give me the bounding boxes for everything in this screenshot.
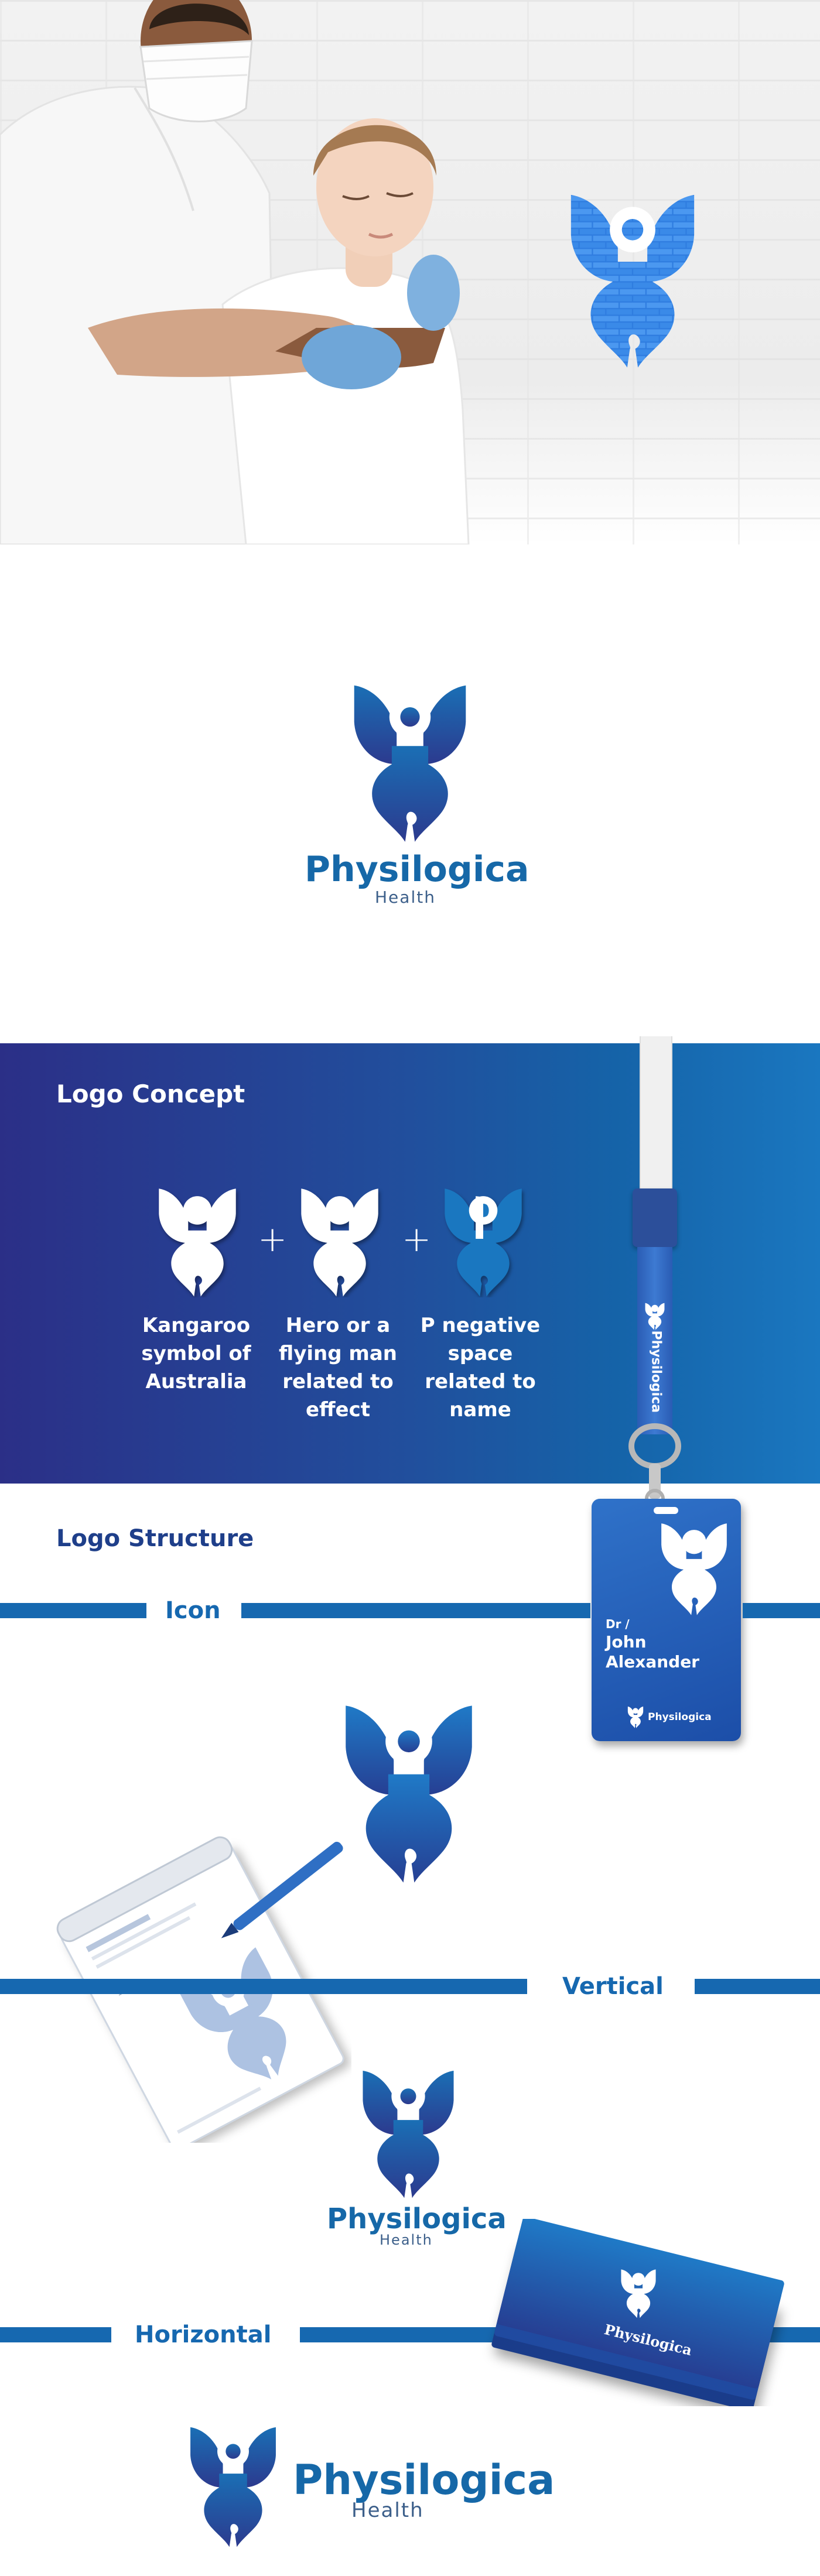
badge-footer-brand: Physilogica (648, 1711, 712, 1723)
logo-on-wall (562, 181, 703, 369)
main-logo-mark (348, 673, 472, 843)
divider-bar (241, 1603, 590, 1618)
badge-footer-logo-icon (627, 1705, 644, 1728)
concept-p-negative-space-icon (439, 1180, 527, 1297)
lanyard-logo-icon (644, 1301, 665, 1330)
badge-name-line1: John (606, 1632, 647, 1652)
badge-name-line2: Alexander (606, 1652, 699, 1671)
plus-icon: + (402, 1219, 432, 1260)
vertical-logo-subtitle: Health (380, 2232, 433, 2248)
id-badge (592, 1499, 741, 1741)
divider-bar (0, 1603, 146, 1618)
logo-concept-section (0, 1043, 820, 1484)
horizontal-section-label: Horizontal (121, 2321, 285, 2348)
structure-title: Logo Structure (56, 1525, 254, 1552)
physiotherapy-photo (0, 0, 527, 544)
vertical-logo-mark (358, 2061, 458, 2199)
plus-icon: + (258, 1219, 288, 1260)
notepad-mockup (47, 1803, 351, 2143)
business-card-brand: Physilogica (602, 2320, 694, 2359)
lanyard-strap-white (640, 1036, 672, 1200)
badge-slot (654, 1507, 678, 1514)
divider-bar (743, 1603, 820, 1618)
main-logo-subtitle: Health (375, 888, 436, 907)
main-logo-wordmark: Physilogica (305, 849, 529, 890)
lanyard-clip (620, 1423, 690, 1510)
vertical-logo-wordmark: Physilogica (327, 2202, 507, 2235)
badge-prefix: Dr / (606, 1617, 630, 1631)
concept-hero-icon (296, 1180, 384, 1297)
horizontal-logo-mark (186, 2418, 280, 2548)
hero-photo-section (0, 0, 820, 544)
concept-hero-label: Hero or a flying man related to effect (279, 1314, 397, 1421)
lanyard-text: Physilogica (648, 1330, 664, 1413)
horizontal-logo-wordmark: Physilogica (293, 2456, 555, 2504)
divider-bar (0, 1979, 527, 1994)
badge-logo-icon (656, 1516, 732, 1616)
concept-kangaroo-icon (153, 1180, 241, 1297)
icon-section-label: Icon (151, 1597, 235, 1624)
vertical-section-label: Vertical (548, 1973, 678, 2000)
structure-icon-logo (340, 1692, 478, 1884)
divider-bar (695, 1979, 820, 1994)
concept-p-label: P negative space related to name (420, 1314, 541, 1421)
concept-title: Logo Concept (56, 1080, 245, 1108)
lanyard-buckle (633, 1188, 677, 1247)
horizontal-logo-subtitle: Health (351, 2499, 424, 2522)
concept-kangaroo-label: Kangaroo symbol of Australia (141, 1314, 251, 1393)
business-cards-mockup (480, 2219, 808, 2406)
divider-bar (0, 2327, 111, 2342)
lanyard-strap-blue (637, 1247, 672, 1434)
